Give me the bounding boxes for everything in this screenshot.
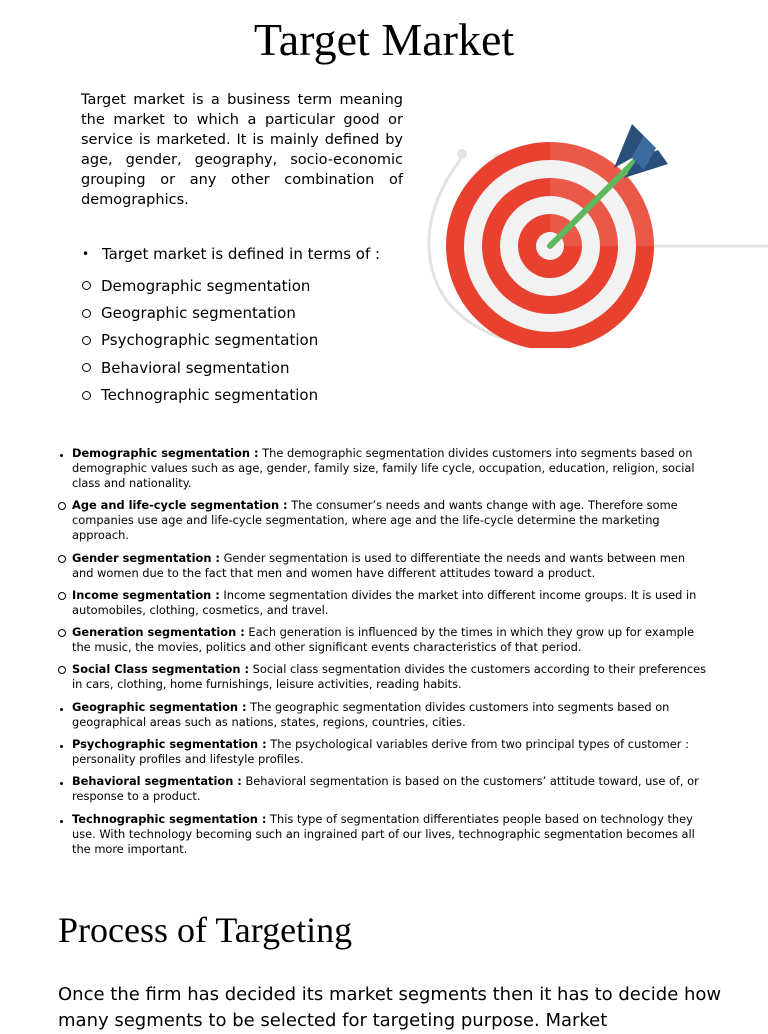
list-item: Demographic segmentation : The demographic segmentation divides customers into segments based on demographic values such as age, gender, family size, family life cycle, occupation, education, religion, social class and nationality. [58,446,708,491]
bullet-dot-icon: • [82,247,90,261]
circle-bullet-icon [58,625,72,655]
target-with-arrow-icon [418,118,768,348]
list-item: Psychographic segmentation [82,327,318,354]
list-item: Income segmentation : Income segmentation divides the market into different income groups. It is used in automobiles, clothing, cosmetics, and travel. [58,588,708,618]
circle-bullet-icon [82,309,91,318]
bullet-dot-icon [58,737,72,767]
page-title: Target Market [253,14,515,65]
bullet-dot-icon [58,700,72,730]
lead-bullet [82,244,380,264]
list-item: Gender segmentation : Gender segmentation is used to differentiate the needs and wants between men and women due to the fact that men and women have different attitudes toward a product. [58,551,708,581]
circle-bullet-icon [58,662,72,692]
list-item: Behavioral segmentation : Behavioral segmentation is based on the customers’ attitude toward, use of, or response to a product. [58,774,708,804]
segmentation-list [82,272,318,409]
circle-bullet-icon [58,551,72,581]
circle-bullet-icon [82,363,91,372]
list-item: Technographic segmentation [82,382,318,409]
list-item: Geographic segmentation [82,299,318,326]
body-paragraph: Once the firm has decided its market segments then it has to decide how many segments to be selected for targeting purpose. Market [58,984,722,1031]
intro-paragraph: Target market is a business term meaning the market to which a particular good or service is marketed. It is mainly defined by age, gender, geography, socio-economic grouping or any other combination of demographics. [81,92,403,208]
list-item: Technographic segmentation : This type of segmentation differentiates people based on technology they use. With technology becoming such an ingrained part of our lives, technographic segmentation becomes all the more important. [58,812,708,857]
list-item: Psychographic segmentation : The psychological variables derive from two principal types of customer : personality profiles and lifestyle profiles. [58,737,708,767]
section-title: Process of Targeting [58,910,353,950]
list-item: Generation segmentation : Each generation is influenced by the times in which they grow up for example the music, the movies, politics and other significant events characteristics of that period. [58,625,708,655]
segmentation-details [58,446,708,864]
circle-bullet-icon [58,588,72,618]
list-item: Geographic segmentation : The geographic segmentation divides customers into segments based on geographical areas such as nations, states, regions, countries, cities. [58,700,708,730]
bullet-dot-icon [58,774,72,804]
bullet-dot-icon [58,446,72,491]
list-item: Social Class segmentation : Social class segmentation divides the customers according to their preferences in cars, clothing, home furnishings, leisure activities, reading habits. [58,662,708,692]
circle-bullet-icon [82,391,91,400]
circle-bullet-icon [58,498,72,543]
list-item: Behavioral segmentation [82,354,318,381]
lead-bullet-text: Target market is defined in terms of : [102,245,381,263]
bullet-dot-icon [58,812,72,857]
circle-bullet-icon [82,281,91,290]
list-item: Demographic segmentation [82,272,318,299]
circle-bullet-icon [82,336,91,345]
list-item: Age and life-cycle segmentation : The consumer’s needs and wants change with age. Therefore some companies use age and life-cycle segmentation, where age and the life-cycle determine the marketing approach. [58,498,708,543]
